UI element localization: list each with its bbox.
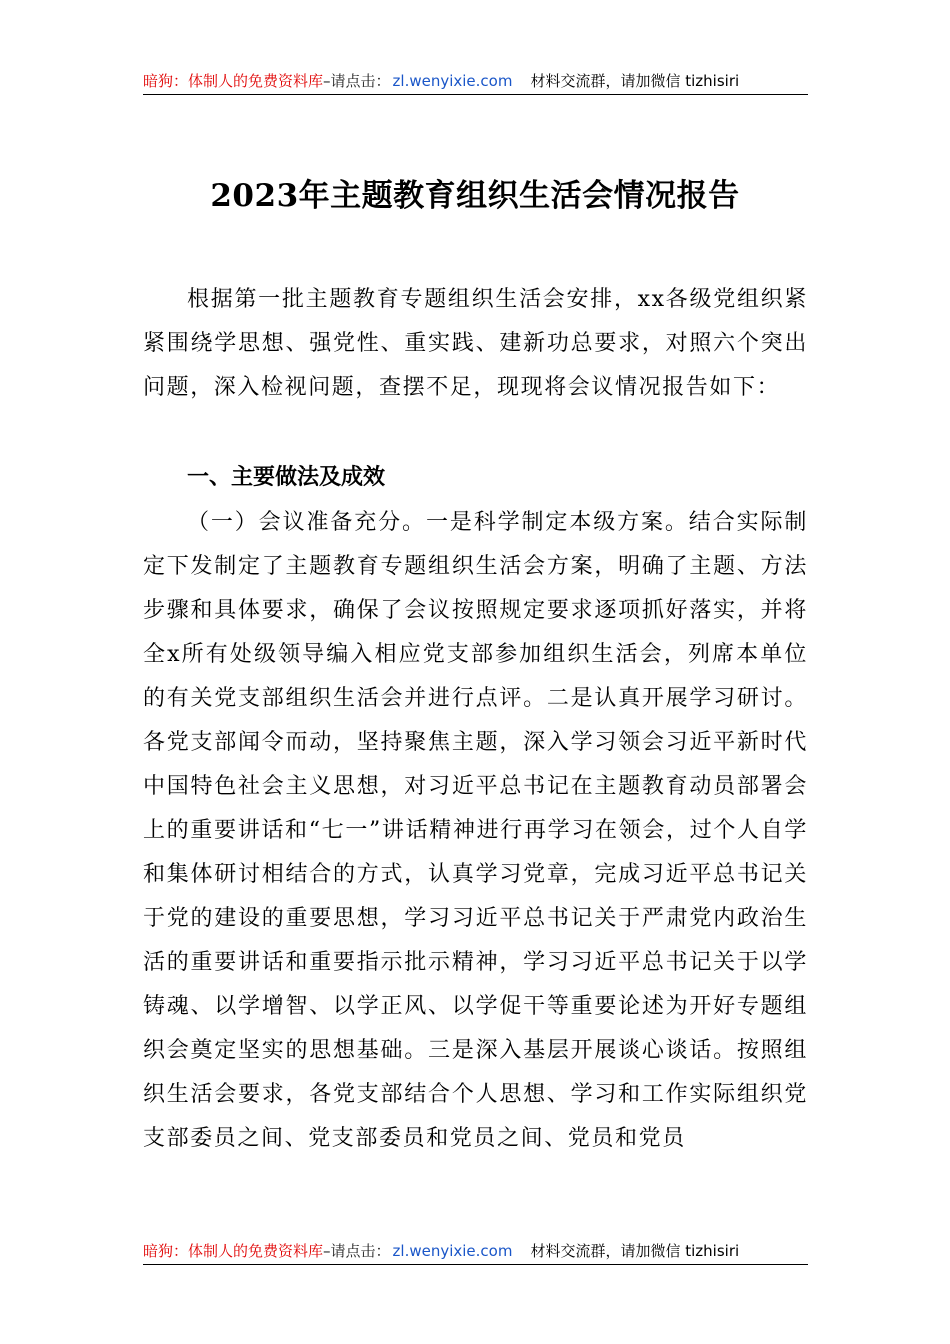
header-brand: 暗狗：体制人的免费资料库 [143, 72, 324, 90]
footer-brand: 暗狗：体制人的免费资料库 [143, 1242, 324, 1260]
footer-banner [143, 1238, 808, 1265]
header-wechat-note: 材料交流群，请加微信 tizhisiri [530, 72, 740, 90]
header-banner [143, 68, 808, 95]
header-website-link[interactable]: zl.wenyixie.com [392, 72, 513, 90]
footer-wechat-note: 材料交流群，请加微信 tizhisiri [530, 1242, 740, 1260]
section-text: （一）会议准备充分。一是科学制定本级方案。结合实际制定下发制定了主题教育专题组织生活会方案，明确了主题、方法步骤和具体要求，确保了会议按照规定要求逐项抓好落实，并将全x所有处级领导编入相应党支部参加组织生活会，列席本单位的有关党支部组织生活会并进行点评。二是认真开展学习研讨。各党支部闻令而动，坚持聚焦主题，深入学习领会习近平新时代中国特色社会主义思想，对习近平总书记在主题教育动员部署会上的重要讲话和“七一”讲话精神进行再学习在领会，过个人自学和集体研讨相结合的方式，认真学习党章，完成习近平总书记关于党的建设的重要思想，学习习近平总书记关于严肃党内政治生活的重要讲话和重要指示批示精神，学习习近平总书记关于以学铸魂、以学增智、以学正风、以学促干等重要论述为开好专题组织会奠定坚实的思想基础。三是深入基层开展谈心谈话。按照组织生活会要求，各党支部结合个人思想、学习和工作实际组织党支部委员之间、党支部委员和党员之间、党员和党员 [143, 510, 808, 1151]
header-click-prompt: –请点击： [323, 72, 391, 90]
footer-click-prompt: –请点击： [323, 1242, 391, 1260]
intro-paragraph [143, 278, 808, 410]
section-heading: 一、主要做法及成效 [187, 465, 386, 490]
intro-text: 根据第一批主题教育专题组织生活会安排，xx各级党组织紧紧围绕学思想、强党性、重实践、建新功总要求，对照六个突出问题，深入检视问题，查摆不足，现现将会议情况报告如下： [143, 287, 808, 400]
document-title: 2023年主题教育组织生活会情况报告 [210, 178, 740, 214]
footer-website-link[interactable]: zl.wenyixie.com [392, 1242, 513, 1260]
section-paragraph [143, 501, 808, 1161]
